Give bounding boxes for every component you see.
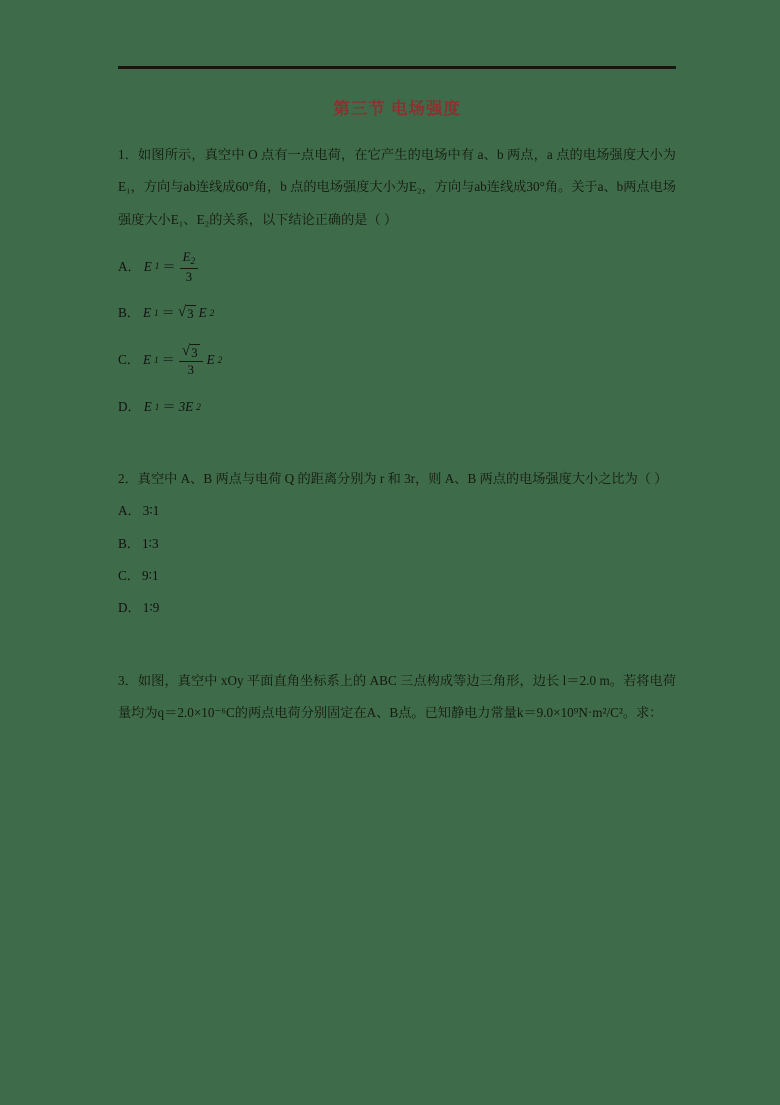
question-2-option-c[interactable] (118, 560, 676, 592)
question-2-option-a[interactable] (118, 495, 676, 527)
option-b-tail-sub: 2 (209, 308, 215, 319)
page-title: 第三节 电场强度 (333, 99, 461, 118)
question-1-stem: 1．如图所示，真空中 O 点有一点电荷，在它产生的电场中有 a、b 两点，a 点的电场强度大小为E₁，方向与ab连线成60°角，b 点的电场强度大小为E₂，方向与ab连线成30°角。关于a、b两点电场强度大小E₁、E₂的关系，以下结论正确的是（ ） (118, 147, 676, 227)
radical-icon: √ (181, 342, 191, 359)
option-b-sqrt (178, 305, 196, 321)
question-2-option-b[interactable] (118, 528, 676, 560)
option-a-text: 3∶1 (142, 503, 160, 519)
question-2-stem: 2．真空中 A、B 两点与电荷 Q 的距离分别为 r 和 3r，则 A、B 两点的电场强度大小之比为（ ） (118, 470, 668, 486)
question-1 (118, 139, 688, 423)
option-b-radicand: 3 (187, 306, 194, 322)
option-c-label: C． (118, 351, 140, 367)
option-d-lhs: E (143, 398, 152, 414)
option-a-math (118, 250, 199, 283)
option-a-label: A． (118, 503, 141, 519)
option-c-tail-sub: 2 (217, 354, 223, 365)
question-1-option-b[interactable] (118, 297, 676, 329)
option-d-equals: ＝ (162, 398, 176, 414)
option-d-text: 1∶9 (142, 600, 160, 616)
option-c-text: 9∶1 (141, 567, 159, 583)
option-c-lhs: E (142, 351, 152, 367)
question-3-stem: 3．如图，真空中 xOy 平面直角坐标系上的 ABC 三点构成等边三角形，边长 l＝2.0 m。若将电荷量均为q＝2.0×10⁻⁶C的两点电荷分别固定在A、B点。已知静电力常量k＝9.0×10⁹N·m²/C²。求： (118, 672, 676, 721)
option-a-label: A． (118, 258, 141, 274)
option-b-equals: ＝ (161, 305, 175, 321)
option-a-lhs: E (143, 258, 152, 274)
option-b-lhs: E (142, 305, 152, 321)
question-3 (118, 665, 688, 730)
option-b-label: B． (118, 535, 140, 551)
option-c-sqrt (182, 344, 200, 360)
header-rule (118, 66, 676, 69)
option-c-label: C． (118, 567, 140, 583)
option-a-fraction (180, 250, 199, 283)
option-b-lhs-sub: 1 (154, 308, 159, 319)
option-b-tail: E (198, 305, 207, 321)
option-c-fraction (179, 344, 203, 377)
option-b-text: 1∶3 (141, 535, 159, 551)
option-c-num-radicand: 3 (191, 344, 198, 360)
option-d-rhs-sub: 2 (196, 401, 201, 412)
option-c-math (118, 344, 222, 377)
question-gap-1 (118, 429, 688, 463)
question-1-option-c[interactable] (118, 344, 676, 377)
question-2 (118, 463, 688, 625)
option-a-num-sub: 2 (190, 256, 196, 267)
option-d-lhs-sub: 1 (154, 401, 160, 412)
option-c-equals: ＝ (161, 351, 175, 367)
option-d-label: D． (118, 398, 141, 414)
question-1-option-a[interactable] (118, 250, 676, 283)
option-d-label: D． (118, 600, 141, 616)
option-a-den: 3 (185, 268, 193, 284)
radical-icon: √ (177, 304, 187, 321)
option-b-label: B． (118, 305, 140, 321)
option-d-math (118, 391, 201, 423)
question-2-option-d[interactable] (118, 592, 676, 624)
option-d-rhs: 3E (178, 398, 194, 414)
option-b-math (118, 297, 214, 329)
option-a-lhs-sub: 1 (154, 261, 160, 272)
option-a-equals: ＝ (162, 258, 176, 274)
option-c-den: 3 (187, 361, 194, 377)
option-c-lhs-sub: 1 (154, 354, 159, 365)
question-1-option-d[interactable] (118, 391, 676, 423)
question-gap-2 (118, 631, 688, 665)
option-c-tail: E (206, 351, 215, 367)
option-a-num: E (182, 249, 191, 265)
